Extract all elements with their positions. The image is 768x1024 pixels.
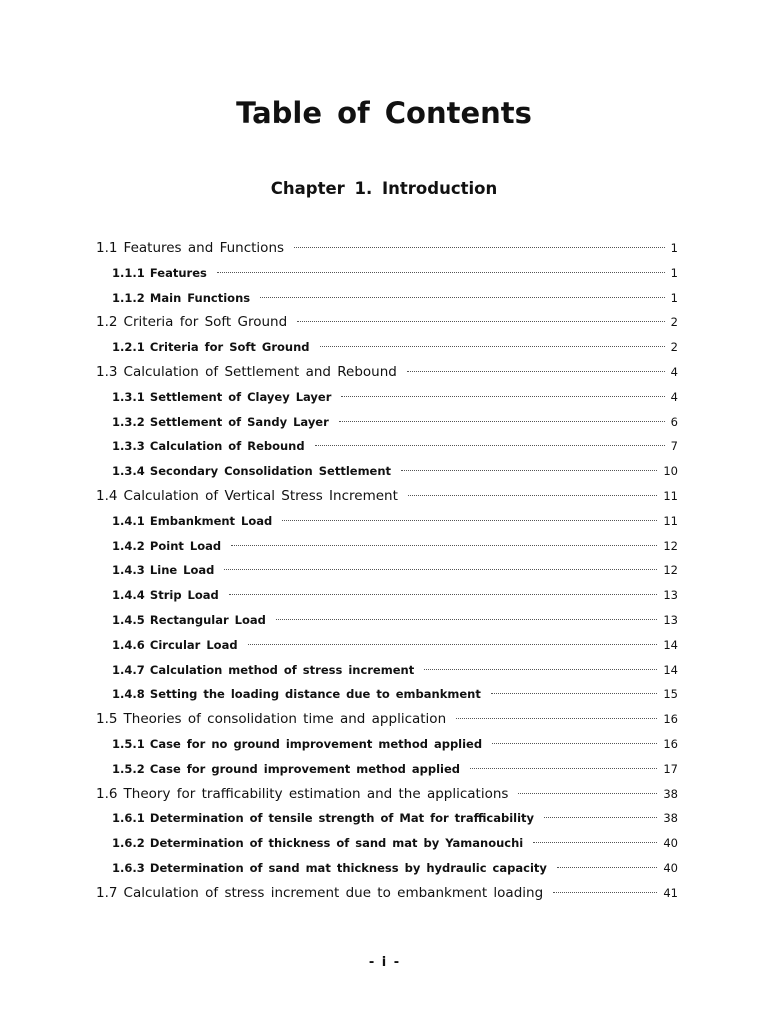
toc-entry-title: Determination of tensile strength of Mat for trafficability [149,811,535,826]
dot-leader [231,545,657,546]
toc-entry-number: 1.4.8 [112,687,145,702]
dot-leader [260,297,665,298]
toc-entry-title: Calculation of Settlement and Rebound [123,363,397,380]
dot-leader [407,371,665,372]
toc-entry-number: 1.3.2 [112,414,145,429]
toc-entry-title: Calculation of Vertical Stress Increment [123,487,398,504]
toc-entry-number: 1.3.3 [112,439,145,454]
toc-entry-title: Settlement of Sandy Layer [149,414,329,429]
toc-subsection-entry[interactable] [96,509,678,534]
toc-subsection-entry[interactable] [96,682,678,707]
toc-subsection-entry[interactable] [96,286,678,311]
dot-leader [248,644,658,645]
toc-page-number: 17 [663,761,678,776]
toc-entry-number: 1.7 [96,884,118,901]
dot-leader [492,743,657,744]
toc-section-entry[interactable] [96,310,678,335]
toc-subsection-entry[interactable] [96,385,678,410]
toc-entry-number: 1.4.7 [112,662,145,677]
toc-page-number: 40 [663,836,678,851]
toc-entry-number: 1.5.2 [112,761,145,776]
toc-entry-label [112,509,272,534]
toc-page-number: 16 [663,736,678,751]
toc-subsection-entry[interactable] [96,757,678,782]
toc-entry-label [96,782,508,807]
toc-entry-label [112,434,305,459]
toc-entry-number: 1.4.2 [112,538,145,553]
toc-entry-title: Calculation method of stress increment [149,662,415,677]
dot-leader [408,495,657,496]
toc-entry-title: Embankment Load [149,513,273,528]
toc-subsection-entry[interactable] [96,583,678,608]
chapter-heading: Chapter 1. Introduction [270,179,498,198]
toc-subsection-entry[interactable] [96,434,678,459]
toc-entry-label [112,856,547,881]
toc-entry-label [112,757,460,782]
toc-entry-number: 1.3 [96,363,118,380]
toc-entry-title: Theories of consolidation time and application [123,711,447,728]
toc-entry-title: Criteria for Soft Ground [149,340,310,355]
dot-leader [224,569,657,570]
toc-subsection-entry[interactable] [96,261,678,286]
toc-subsection-entry[interactable] [96,856,678,881]
toc-entry-label [96,881,543,906]
toc-entry-title: Determination of sand mat thickness by hydraulic capacity [149,860,547,875]
toc-entry-title: Main Functions [149,290,251,305]
table-of-contents [96,236,678,906]
toc-page-number: 15 [663,687,678,702]
toc-entry-number: 1.3.4 [112,464,145,479]
toc-entry-label [112,682,481,707]
dot-leader [320,346,665,347]
toc-entry-title: Point Load [149,538,222,553]
toc-subsection-entry[interactable] [96,633,678,658]
toc-subsection-entry[interactable] [96,658,678,683]
toc-page-number: 12 [663,563,678,578]
toc-page-number: 13 [663,612,678,627]
dot-leader [424,669,657,670]
toc-entry-label [112,831,523,856]
toc-page-number: 4 [670,389,678,404]
toc-entry-title: Case for ground improvement method applied [149,761,460,776]
toc-entry-title: Circular Load [149,637,238,652]
toc-entry-number: 1.4.3 [112,563,145,578]
toc-entry-label [112,608,266,633]
toc-subsection-entry[interactable] [96,335,678,360]
dot-leader [401,470,657,471]
toc-page-number: 6 [670,414,678,429]
toc-page-number: 7 [670,439,678,454]
toc-entry-label [112,534,221,559]
toc-entry-number: 1.2.1 [112,340,145,355]
toc-page-number: 4 [670,364,678,379]
toc-entry-label [96,310,287,335]
toc-entry-label [96,236,284,261]
toc-subsection-entry[interactable] [96,558,678,583]
dot-leader [276,619,658,620]
toc-page-number: 14 [663,637,678,652]
dot-leader [491,693,658,694]
toc-section-entry[interactable] [96,707,678,732]
toc-entry-label [112,410,329,435]
dot-leader [229,594,658,595]
toc-entry-label [112,335,310,360]
dot-leader [282,520,657,521]
toc-entry-number: 1.4 [96,487,118,504]
toc-entry-title: Strip Load [149,588,219,603]
toc-page-number: 1 [670,290,678,305]
dot-leader [456,718,657,719]
toc-entry-title: Determination of thickness of sand mat by Yamanouchi [149,836,524,851]
toc-entry-number: 1.2 [96,314,118,331]
dot-leader [315,445,665,446]
toc-subsection-entry[interactable] [96,410,678,435]
toc-entry-label [112,583,219,608]
toc-page-number: 11 [663,488,678,503]
toc-entry-label [96,484,398,509]
dot-leader [341,396,664,397]
toc-entry-title: Theory for trafficability estimation and the applications [123,785,509,802]
toc-entry-number: 1.1.2 [112,290,145,305]
toc-entry-number: 1.5.1 [112,736,145,751]
toc-entry-label [112,385,331,410]
toc-entry-title: Features and Functions [123,240,285,256]
toc-page-number: 2 [670,340,678,355]
toc-entry-title: Calculation of Rebound [149,439,305,454]
toc-page-number: 11 [663,513,678,528]
toc-section-entry[interactable] [96,484,678,509]
dot-leader [339,421,665,422]
toc-page-number: 40 [663,860,678,875]
toc-page-number: 10 [663,464,678,479]
toc-section-entry[interactable] [96,782,678,807]
toc-entry-number: 1.4.4 [112,588,145,603]
dot-leader [294,247,665,248]
dot-leader [297,321,664,322]
toc-page-number: 1 [670,241,678,255]
toc-entry-title: Line Load [149,563,215,578]
toc-entry-number: 1.4.6 [112,637,145,652]
toc-entry-title: Calculation of stress increment due to embankment loading [123,884,544,901]
toc-entry-title: Secondary Consolidation Settlement [149,464,392,479]
toc-entry-number: 1.1 [96,240,118,256]
toc-page-number: 41 [663,885,678,900]
toc-entry-title: Rectangular Load [149,612,266,627]
toc-entry-title: Setting the loading distance due to embankment [149,687,481,702]
toc-section-entry[interactable] [96,360,678,385]
toc-page-number: 14 [663,662,678,677]
toc-page-number: 2 [670,315,678,330]
toc-section-entry[interactable] [96,236,678,261]
toc-entry-title: Features [149,265,207,280]
toc-entry-label [112,558,214,583]
toc-subsection-entry[interactable] [96,831,678,856]
toc-subsection-entry[interactable] [96,732,678,757]
toc-entry-number: 1.6.1 [112,811,145,826]
dot-leader [557,867,657,868]
toc-subsection-entry[interactable] [96,459,678,484]
toc-entry-label [112,459,391,484]
toc-entry-number: 1.3.1 [112,389,145,404]
dot-leader [544,817,657,818]
toc-page-number: 1 [670,265,678,280]
toc-entry-number: 1.5 [96,711,118,728]
toc-entry-label [112,806,534,831]
toc-entry-label [112,286,250,311]
dot-leader [553,892,657,893]
toc-page-number: 12 [663,538,678,553]
toc-entry-title: Criteria for Soft Ground [123,314,288,331]
toc-entry-number: 1.4.5 [112,612,145,627]
page-title: Table of Contents [236,96,532,130]
toc-entry-title: Case for no ground improvement method applied [149,736,483,751]
toc-entry-label [112,732,482,757]
toc-entry-label [96,707,446,732]
dot-leader [518,793,657,794]
toc-entry-title: Settlement of Clayey Layer [149,389,332,404]
toc-page-number: 13 [663,588,678,603]
toc-section-entry[interactable] [96,881,678,906]
toc-entry-number: 1.6.2 [112,836,145,851]
toc-entry-label [112,633,238,658]
toc-subsection-entry[interactable] [96,806,678,831]
toc-page-number: 38 [663,786,678,801]
toc-subsection-entry[interactable] [96,608,678,633]
dot-leader [533,842,657,843]
toc-entry-number: 1.6 [96,785,118,802]
toc-entry-number: 1.4.1 [112,513,145,528]
toc-page-number: 38 [663,811,678,826]
toc-entry-number: 1.1.1 [112,265,145,280]
toc-entry-label [112,261,207,286]
dot-leader [470,768,657,769]
toc-entry-label [96,360,397,385]
toc-page-number: 16 [663,712,678,727]
page-number-footer: - i - [368,955,400,970]
toc-subsection-entry[interactable] [96,534,678,559]
toc-entry-number: 1.6.3 [112,860,145,875]
dot-leader [217,272,665,273]
toc-entry-label [112,658,414,683]
